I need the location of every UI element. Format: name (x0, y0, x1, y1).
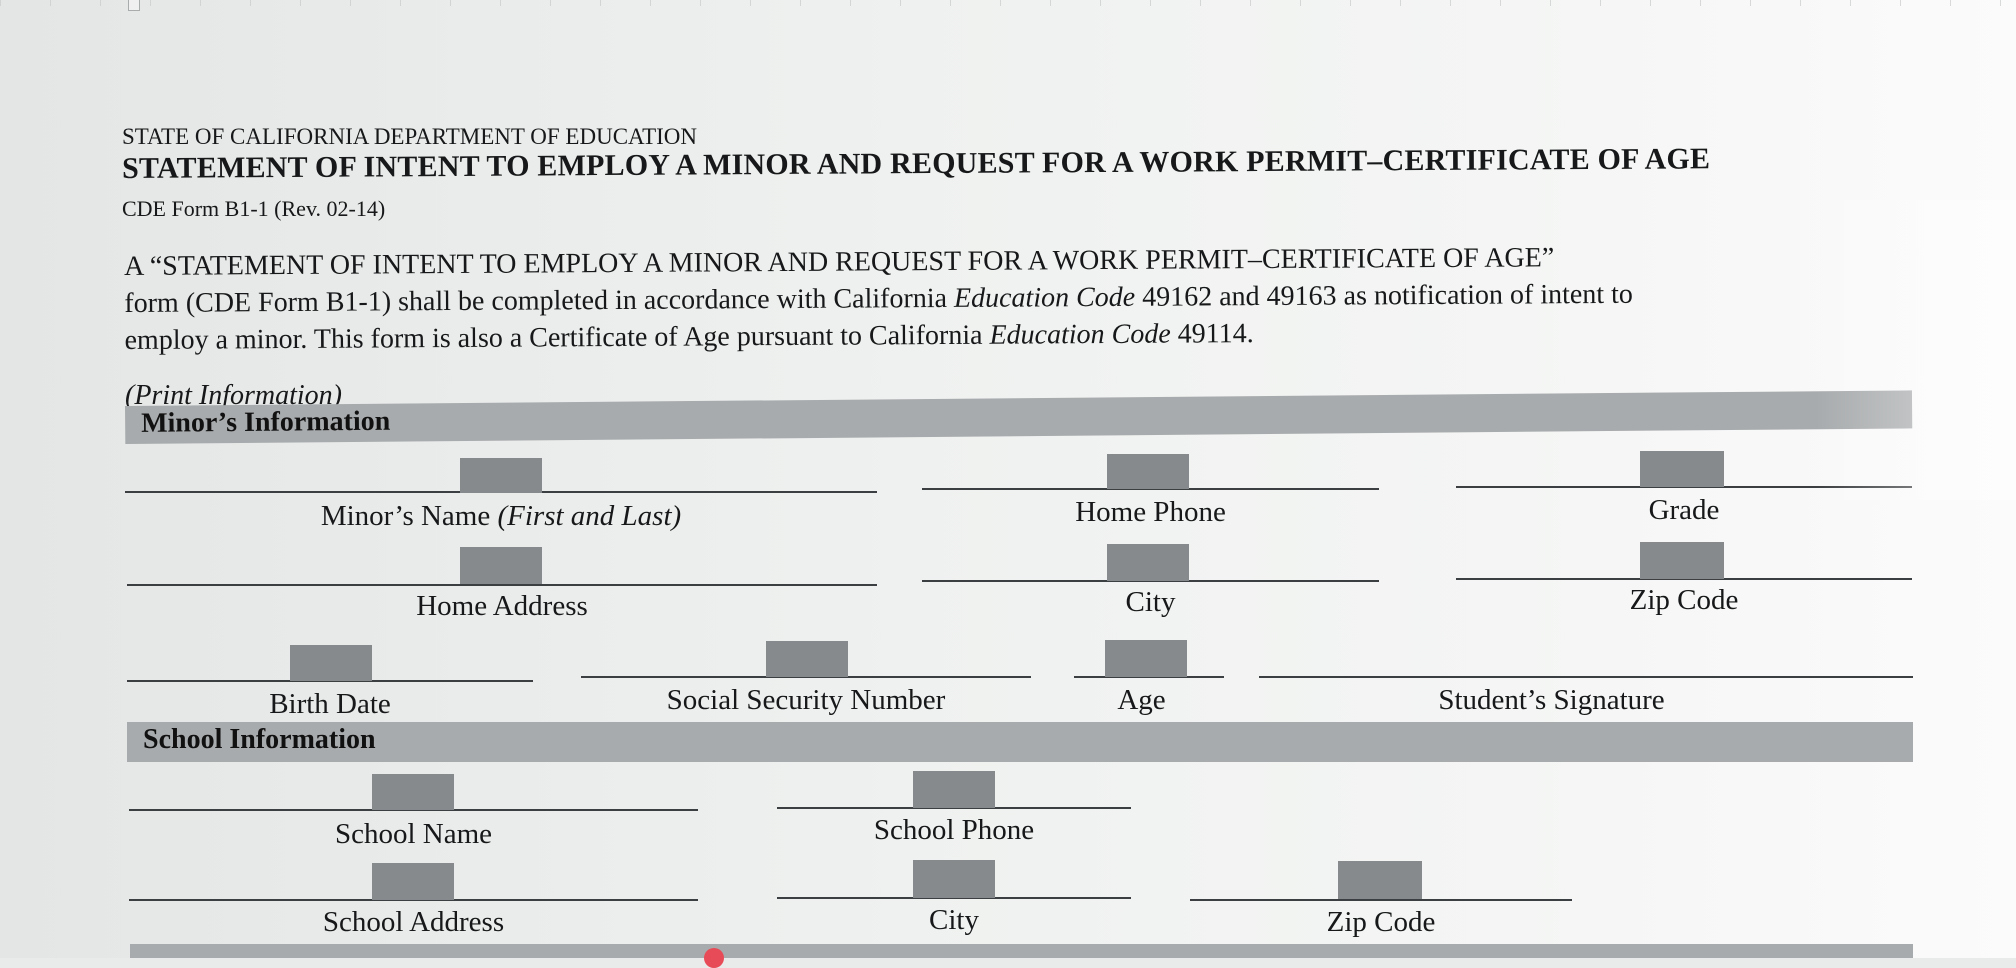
city-label: City (1125, 586, 1176, 618)
red-marker-icon (704, 948, 724, 968)
zip-code-label: Zip Code (1629, 584, 1739, 616)
ssn-label: Social Security Number (666, 684, 946, 716)
school-zip-label: Zip Code (1326, 906, 1436, 938)
school-name-field[interactable] (372, 774, 454, 810)
print-information-note: (Print Information) (125, 380, 342, 411)
school-phone-label: School Phone (873, 814, 1035, 846)
school-city-field[interactable] (913, 860, 995, 898)
signature-label: Student’s Signature (1438, 684, 1665, 716)
next-section-header-bar (130, 944, 1913, 958)
school-zip-field[interactable] (1338, 861, 1422, 899)
zip-code-field[interactable] (1640, 542, 1724, 579)
city-field[interactable] (1107, 544, 1189, 581)
school-phone-field[interactable] (913, 771, 995, 808)
grade-field[interactable] (1640, 451, 1724, 487)
home-address-label: Home Address (416, 590, 588, 622)
school-address-label: School Address (322, 906, 505, 938)
minor-name-field[interactable] (460, 458, 542, 493)
school-info-header-bar (127, 722, 1913, 762)
ssn-field[interactable] (766, 641, 848, 677)
age-label: Age (1117, 684, 1166, 716)
home-phone-field[interactable] (1107, 454, 1189, 489)
intro-line-2: form (CDE Form B1-1) shall be completed in accordance with California Education Code 49162 and 49163 as notification of intent to (124, 278, 1633, 319)
birth-date-field[interactable] (290, 645, 372, 681)
grade-label: Grade (1648, 494, 1720, 526)
intro-paragraph (124, 237, 1925, 359)
form-number: CDE Form B1-1 (Rev. 02-14) (122, 196, 386, 221)
school-address-field[interactable] (372, 863, 454, 900)
top-ruler (0, 0, 2016, 6)
school-zip-line (1190, 899, 1572, 901)
age-field[interactable] (1105, 640, 1187, 677)
intro-line-1: A “STATEMENT OF INTENT TO EMPLOY A MINOR AND REQUEST FOR A WORK PERMIT–CERTIFICATE OF AGE” (124, 242, 1555, 282)
minor-name-label: Minor’s Name (First and Last) (320, 500, 682, 532)
birth-date-label: Birth Date (269, 688, 391, 720)
school-info-heading: School Information (143, 724, 376, 755)
home-address-line (127, 584, 877, 586)
ruler-marker (128, 0, 140, 11)
minor-info-heading: Minor’s Information (141, 405, 391, 439)
school-city-label: City (929, 904, 979, 936)
home-address-field[interactable] (460, 547, 542, 584)
form-title: STATEMENT OF INTENT TO EMPLOY A MINOR AND REQUEST FOR A WORK PERMIT–CERTIFICATE OF AGE (122, 142, 1711, 185)
signature-line (1259, 676, 1913, 678)
school-name-label: School Name (334, 818, 493, 850)
home-phone-label: Home Phone (1075, 496, 1226, 528)
intro-line-3: employ a minor. This form is also a Certificate of Age pursuant to California Education Code 49114. (124, 318, 1254, 356)
minor-info-header-bar (125, 390, 1912, 444)
agency-name: STATE OF CALIFORNIA DEPARTMENT OF EDUCATION (122, 124, 698, 149)
